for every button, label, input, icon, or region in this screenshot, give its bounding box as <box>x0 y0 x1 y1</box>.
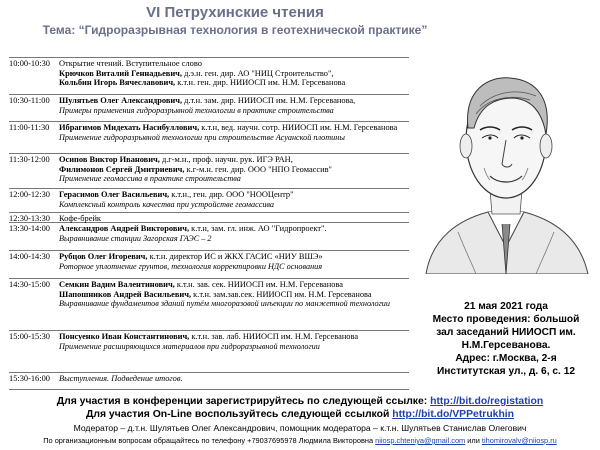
session-time: 12:30-13:30 <box>9 214 50 223</box>
talk-topic: Примеры применения гидроразрывной технологии в практике строительства <box>59 105 334 115</box>
speaker-line <box>59 190 409 200</box>
event-venue-line: Н.М.Герсеванова. <box>461 340 551 351</box>
speaker-line <box>59 155 409 165</box>
session-content <box>59 96 409 115</box>
table-divider <box>9 188 409 189</box>
talk-topic: Выравнивание фундаментов зданий путём многоразовой инъекции по манжетной технологии <box>59 299 390 309</box>
talk-topic: Выравнивание станции Загорская ГАЭС – 2 <box>59 233 212 243</box>
speaker-affiliation: к.т.н, вед. научн. сотр. НИИОСП им. Н.М. Герсеванова <box>199 123 398 132</box>
session-content <box>59 224 409 243</box>
talk-topic: Роторное уплотнение грунтов, технология корректировки НДС основания <box>59 261 323 271</box>
speaker-name: Ибрагимов Мидехать Насибуллович, <box>59 123 200 132</box>
portrait-image <box>418 42 594 274</box>
event-address-line: Адрес: г.Москва, 2-я <box>455 353 557 364</box>
speaker-name: Осипов Виктор Иванович, <box>59 155 160 164</box>
speaker-affiliation: д.г-м.н., проф. научн. рук. ИГЭ РАН, <box>159 155 293 164</box>
table-divider <box>9 372 409 373</box>
table-divider <box>9 153 409 154</box>
speaker-name: Понсуенко Иван Константинович, <box>59 332 190 341</box>
session-content <box>59 123 409 142</box>
talk-topic: Применение гидроразрывной технологии при строительстве Асуанской плотины <box>59 132 345 142</box>
session-time: 11:30-12:00 <box>9 155 50 164</box>
contact-email-link[interactable]: niiosp.chteniya@gmail.com <box>375 436 466 445</box>
session-content <box>59 155 409 184</box>
table-divider <box>9 212 409 213</box>
session-time: 11:00-11:30 <box>9 123 50 132</box>
speaker-affiliation: к.г-м.н. ген. дир. ООО "НПО Геомассив" <box>184 164 332 174</box>
contact-email-link[interactable]: tihomirovalv@niiosp.ru <box>481 436 557 445</box>
session-content <box>59 190 409 209</box>
speaker-line <box>59 78 409 88</box>
event-info <box>418 300 594 378</box>
contact-text: По организационным вопросам обращайтесь по телефону +79037695978 Людмила Викторовна <box>43 436 376 445</box>
contact-separator: или <box>465 436 482 445</box>
speaker-name: Крючков Виталий Геннадьевич, <box>59 68 182 78</box>
online-text: Для участия On-Line воспользуйтесь следующей ссылкой <box>85 409 393 420</box>
speaker-affiliation: к.т.н., ген. дир. ООО "НООЦентр" <box>169 190 294 199</box>
speaker-line <box>59 332 409 342</box>
session-time: 14:30-15:00 <box>9 280 50 289</box>
page-subtitle: Тема: “Гидроразрывная технология в геотехнической практике” <box>42 23 428 37</box>
session-time: 10:00-10:30 <box>9 59 50 68</box>
session-time: 10:30-11:00 <box>9 96 50 105</box>
session-label: Открытие чтений. Вступительное слово <box>59 59 202 68</box>
session-time: 12:00-12:30 <box>9 190 50 199</box>
speaker-name: Семкин Вадим Валентинович, <box>59 280 175 289</box>
session-time: 15:00-15:30 <box>9 332 50 341</box>
session-content <box>59 332 409 351</box>
online-line <box>0 409 600 420</box>
speaker-line <box>59 224 409 234</box>
speaker-affiliation: к.т.н. зам.зав.сек. НИИОСП им. Н.М. Герсеванова <box>191 289 372 299</box>
table-divider <box>9 278 409 279</box>
speaker-line <box>59 96 409 106</box>
speaker-line <box>59 280 409 290</box>
registration-link[interactable]: http://bit.do/registation <box>430 396 544 407</box>
talk-topic: Применение расширяющихся материалов при гидроразрывной технологии <box>59 341 320 351</box>
speaker-affiliation: к.т.н. зав. лаб. НИИОСП им. Н.М. Герсеванова <box>189 332 359 341</box>
session-time: 13:30-14:00 <box>9 224 50 233</box>
table-divider <box>9 389 409 390</box>
speaker-affiliation: к.т.н. директор ИС и ЖКХ ГАСИС «НИУ ВШЭ» <box>147 252 323 261</box>
speaker-name: Шулятьев Олег Александрович, <box>59 96 183 105</box>
speaker-name: Филимонов Сергей Дмитриевич, <box>59 164 185 174</box>
session-time: 15:30-16:00 <box>9 374 50 383</box>
contact-line <box>0 436 600 445</box>
speaker-line <box>59 290 409 300</box>
speaker-affiliation: д.э.н. ген. дир. АО "НИЦ Строительство", <box>181 68 334 78</box>
speaker-name: Шапошников Андрей Васильевич, <box>59 289 192 299</box>
event-address-line: Институтская ул., д. 6, с. 12 <box>436 366 576 377</box>
speaker-name: Рубцов Олег Игоревич, <box>59 252 148 261</box>
event-venue-line: зал заседаний НИИОСП им. <box>436 327 576 338</box>
speaker-affiliation: к.т.н, зам. гл. инж. АО "Гидропроект". <box>189 224 327 233</box>
speaker-name: Герасимов Олег Васильевич, <box>59 190 170 199</box>
speaker-line <box>59 123 409 133</box>
registration-text: Для участия в конференции зарегистрируйтесь по следующей ссылке: <box>56 396 431 407</box>
registration-line <box>0 396 600 407</box>
speaker-affiliation: д.т.н. зам. дир. НИИОСП им. Н.М. Герсеванова, <box>182 96 356 105</box>
session-content <box>59 280 409 309</box>
session-label: Выступления. Подведение итогов. <box>59 374 183 383</box>
speaker-line <box>59 252 409 262</box>
table-divider <box>9 94 409 95</box>
session-time: 14:00-14:30 <box>9 252 50 261</box>
talk-topic: Применение геомассива в практике строительства <box>59 174 241 184</box>
speaker-line <box>59 69 409 79</box>
talk-topic: Комплексный контроль качества при устройстве геомассива <box>59 199 275 209</box>
event-date: 21 мая 2021 года <box>464 301 548 312</box>
session-content <box>59 59 409 88</box>
speaker-name: Кольбин Игорь Вячеславович, <box>59 78 176 88</box>
online-link[interactable]: http://bit.do/VPPetrukhin <box>392 409 515 420</box>
session-content <box>59 374 409 384</box>
table-divider <box>9 250 409 251</box>
speaker-name: Александров Андрей Викторович, <box>59 224 190 233</box>
table-divider <box>9 57 409 58</box>
moderators-line: Модератор – д.т.н. Шулятьев Олег Александрович, помощник модератора – к.т.н. Шулятьев Станислав Олегович <box>73 423 527 433</box>
table-divider <box>9 330 409 331</box>
speaker-affiliation: к.т.н. ген. дир. НИИОСП им. Н.М. Герсеванова <box>175 78 346 88</box>
speaker-affiliation: к.т.н. зав. сек. НИИОСП им. Н.М. Герсеванова <box>174 280 343 289</box>
table-divider <box>9 121 409 122</box>
speaker-line <box>59 165 409 175</box>
session-label: Кофе-брейк <box>59 214 102 223</box>
event-venue-line: Место проведения: большой <box>432 314 580 325</box>
page-title: VI Петрухинские чтения <box>146 4 324 21</box>
session-content <box>59 252 409 271</box>
session-content <box>59 214 409 224</box>
